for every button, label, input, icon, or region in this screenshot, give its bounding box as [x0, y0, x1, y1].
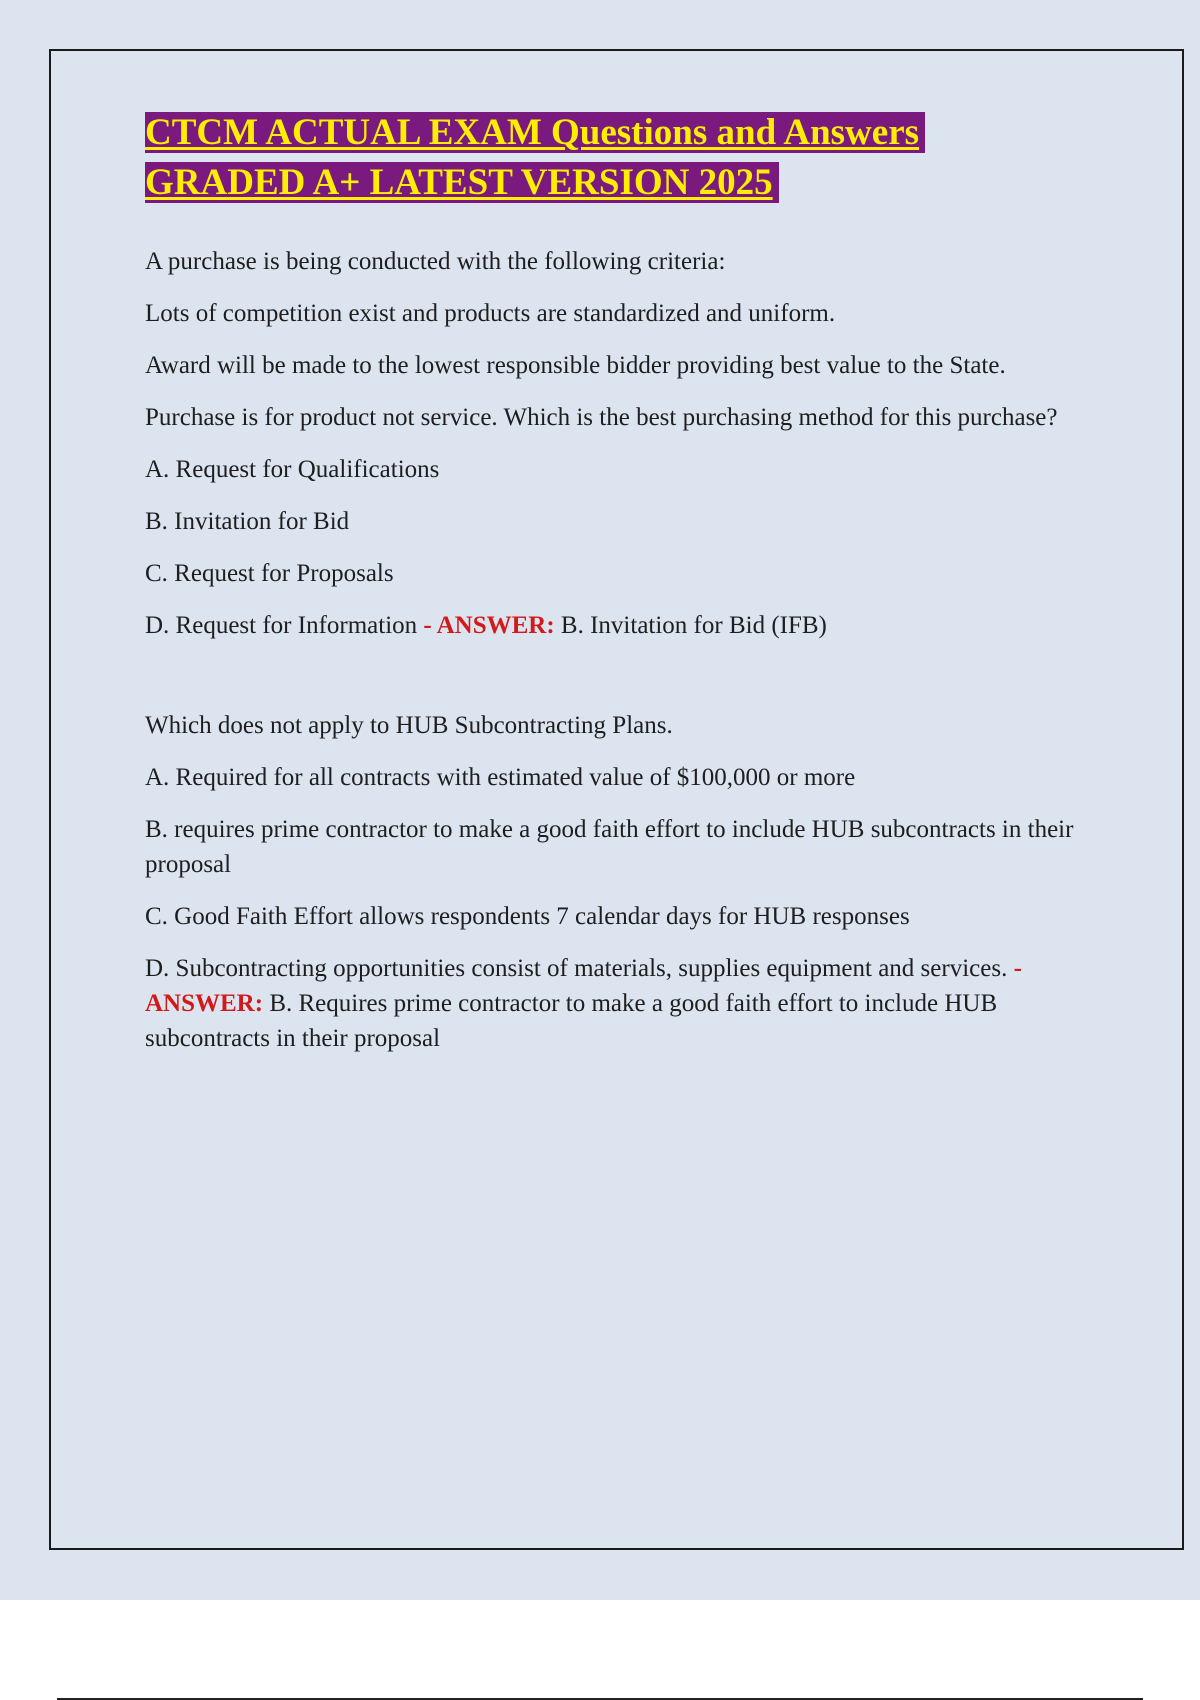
question-2-answer: B. Requires prime contractor to make a good faith effort to include HUB subcontracts in their proposal [145, 990, 998, 1052]
question-2-option-c: C. Good Faith Effort allows respondents 7 calendar days for HUB responses [145, 903, 910, 930]
document-title [145, 108, 1075, 208]
question-1 [145, 244, 1075, 643]
answer-label: - ANSWER: [423, 612, 555, 639]
question-1-option-d-with-answer [145, 608, 1075, 643]
title-line-2: GRADED A+ LATEST VERSION 2025 [145, 162, 779, 203]
question-2-option-a: A. Required for all contracts with estimated value of $100,000 or more [145, 764, 856, 791]
question-1-stem-1: A purchase is being conducted with the following criteria: [145, 248, 726, 275]
question-2-option-d-with-answer [145, 951, 1075, 1056]
question-1-option-d: D. Request for Information [145, 612, 418, 639]
question-2-stem-1: Which does not apply to HUB Subcontracting Plans. [145, 712, 673, 739]
question-1-option-a: A. Request for Qualifications [145, 456, 440, 483]
question-1-answer: B. Invitation for Bid (IFB) [560, 612, 827, 639]
title-line-1: CTCM ACTUAL EXAM Questions and Answers [145, 112, 925, 153]
question-2-option-b: B. requires prime contractor to make a good faith effort to include HUB subcontracts in their proposal [145, 816, 1074, 878]
question-spacer [145, 660, 1075, 708]
question-1-stem-3: Award will be made to the lowest responsible bidder providing best value to the State. [145, 352, 1006, 379]
question-2 [145, 708, 1075, 1056]
question-1-option-c: C. Request for Proposals [145, 560, 394, 587]
answer-label: - ANSWER: [145, 955, 1022, 1017]
question-2-option-d: D. Subcontracting opportunities consist of materials, supplies equipment and services. [145, 955, 1008, 982]
question-1-stem-2: Lots of competition exist and products are standardized and uniform. [145, 300, 836, 327]
question-1-stem-4: Purchase is for product not service. Which is the best purchasing method for this purchase? [145, 404, 1058, 431]
document-content [145, 108, 1075, 1073]
question-1-option-b: B. Invitation for Bid [145, 508, 350, 535]
